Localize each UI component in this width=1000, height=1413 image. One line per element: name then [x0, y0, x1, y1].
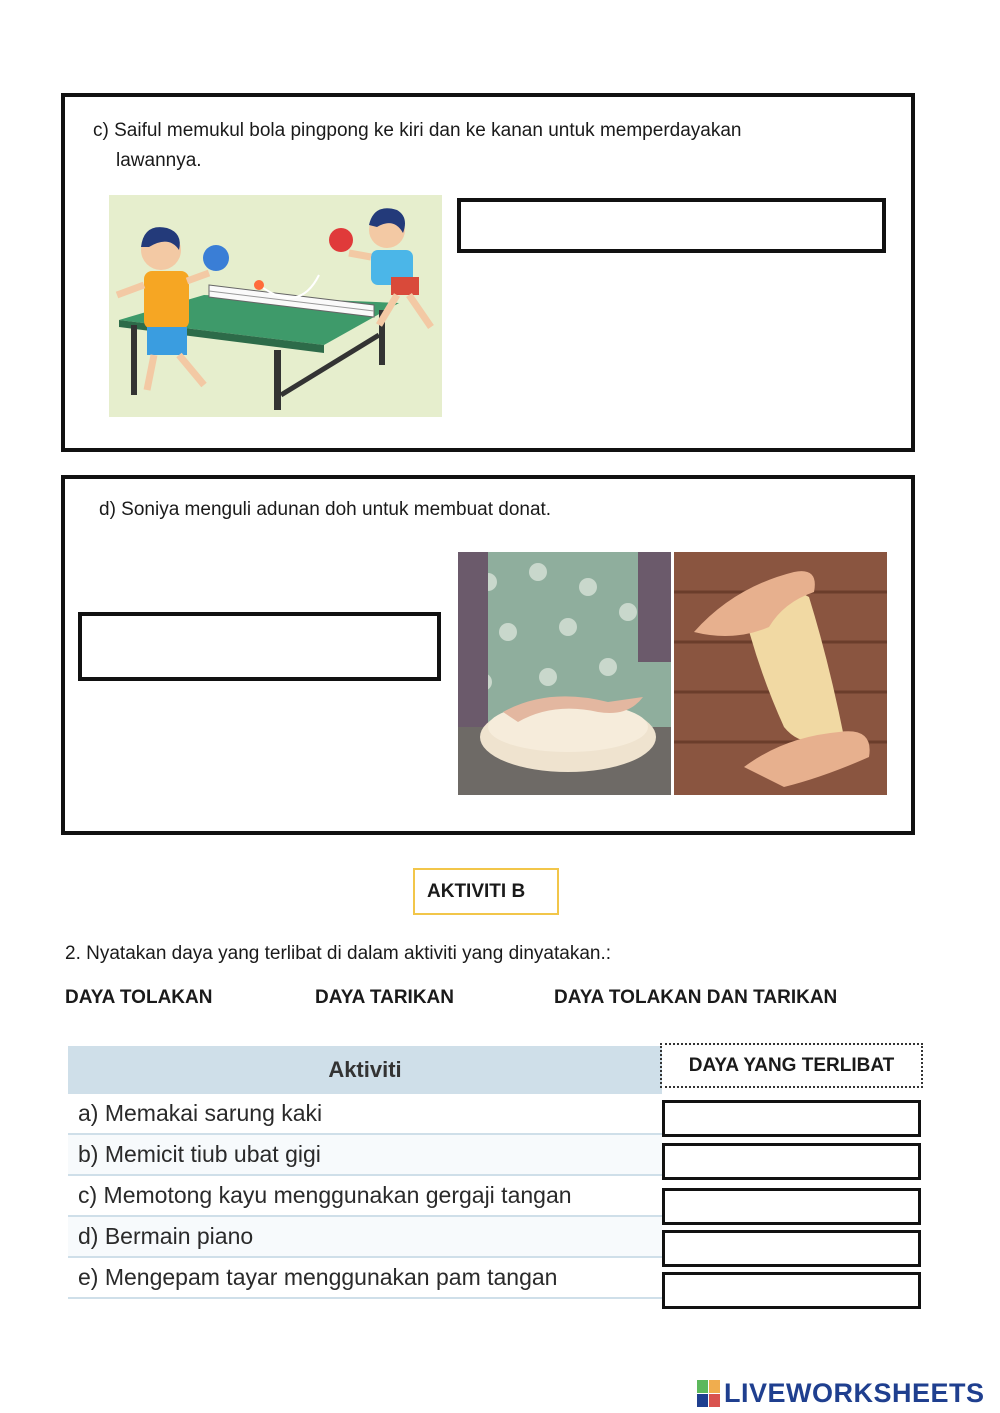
brand-name: LIVEWORKSHEETS [724, 1378, 985, 1408]
answer-column-header: DAYA YANG TERLIBAT [660, 1043, 923, 1088]
section-c-prompt-line1: c) Saiful memukul bola pingpong ke kiri dan ke kanan untuk memperdayakan [93, 120, 742, 141]
table-row-e: e) Mengepam tayar menggunakan pam tangan [68, 1258, 662, 1299]
answer-box-a[interactable] [662, 1100, 921, 1137]
section-d-answer-box[interactable] [78, 612, 441, 681]
table-row-c: c) Memotong kayu menggunakan gergaji tangan [68, 1176, 662, 1217]
option-daya-tolakan-dan-tarikan: DAYA TOLAKAN DAN TARIKAN [554, 987, 838, 1008]
table-row-a: a) Memakai sarung kaki [68, 1094, 662, 1135]
section-d-prompt: d) Soniya menguli adunan doh untuk membuat donat. [99, 499, 552, 520]
dough-stretching-photo [674, 552, 887, 795]
table-row-b: b) Memicit tiub ubat gigi [68, 1135, 662, 1176]
answer-box-e[interactable] [662, 1272, 921, 1309]
answer-box-b[interactable] [662, 1143, 921, 1180]
answer-box-d[interactable] [662, 1230, 921, 1267]
table-row-d: d) Bermain piano [68, 1217, 662, 1258]
option-daya-tarikan: DAYA TARIKAN [315, 987, 455, 1008]
section-c-answer-box[interactable] [457, 198, 886, 253]
section-c-prompt-line2: lawannya. [116, 150, 202, 171]
liveworksheets-logo [697, 1378, 985, 1409]
activity-b-title: AKTIVITI B [413, 868, 559, 915]
logo-badge-icon [697, 1380, 720, 1407]
dough-kneading-photo [458, 552, 671, 795]
pingpong-illustration [109, 195, 442, 417]
option-daya-tolakan: DAYA TOLAKAN [65, 987, 213, 1008]
question-text: 2. Nyatakan daya yang terlibat di dalam aktiviti yang dinyatakan.: [65, 943, 612, 964]
table-header: Aktiviti [68, 1046, 662, 1094]
answer-box-c[interactable] [662, 1188, 921, 1225]
activity-table [68, 1046, 662, 1299]
